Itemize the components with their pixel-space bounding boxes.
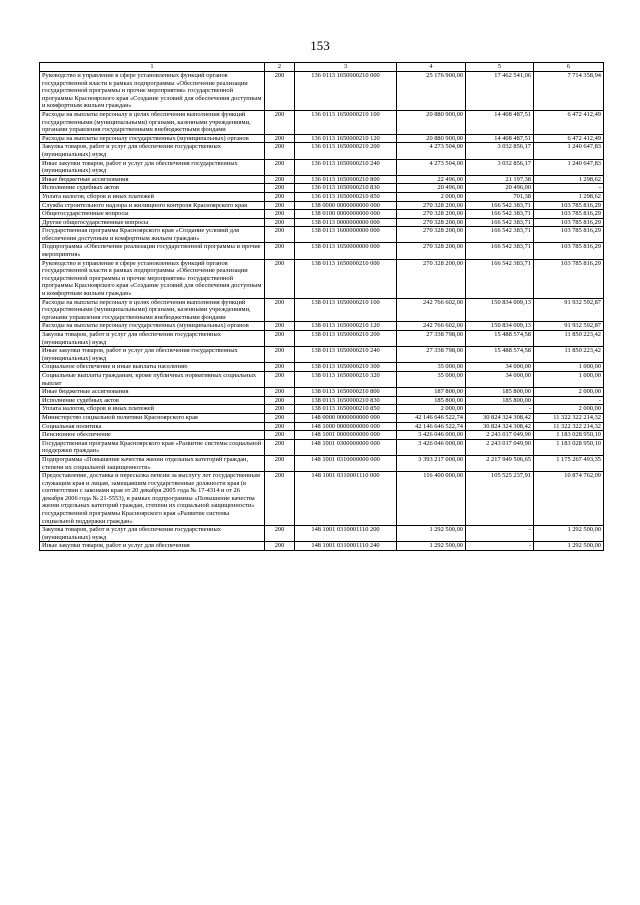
row-executed-amount: 166 542 383,71 [466, 227, 534, 243]
table-row [40, 201, 604, 210]
row-line-code: 200 [265, 210, 295, 219]
table-row [40, 472, 604, 526]
row-approved-amount: 187 800,00 [397, 388, 466, 397]
row-budget-code: 138 0000 0000000000 000 [295, 201, 397, 210]
row-unexecuted-amount: 91 932 592,87 [534, 298, 604, 322]
row-line-code: 200 [265, 472, 295, 526]
row-budget-code: 136 0113 1650000210 000 [295, 72, 397, 111]
row-approved-amount: 2 000,00 [397, 192, 466, 201]
row-budget-code: 136 0113 1650000210 830 [295, 184, 397, 193]
row-approved-amount: 270 328 200,00 [397, 227, 466, 243]
row-budget-code: 148 1001 0310001110 240 [295, 542, 397, 551]
table-row [40, 184, 604, 193]
row-executed-amount: 15 488 574,58 [466, 331, 534, 347]
row-approved-amount: 270 328 200,00 [397, 218, 466, 227]
table-row [40, 298, 604, 322]
row-executed-amount: 34 000,00 [466, 371, 534, 387]
row-unexecuted-amount: 1 240 647,83 [534, 143, 604, 159]
row-approved-amount: 1 292 500,00 [397, 526, 466, 542]
row-unexecuted-amount: 6 472 412,49 [534, 134, 604, 143]
table-row [40, 210, 604, 219]
row-line-code: 200 [265, 201, 295, 210]
row-budget-code: 138 0113 0000000000 000 [295, 218, 397, 227]
row-name: Общегосударственные вопросы [40, 210, 265, 219]
row-executed-amount: - [466, 542, 534, 551]
row-name: Расходы на выплаты персоналу в целях обеспечения выполнения функций государственными (муниципальными) органами, казенными учреждениями, органами управления государственными внебюджетными фондами [40, 298, 265, 322]
row-unexecuted-amount: 1 000,00 [534, 363, 604, 372]
row-line-code: 200 [265, 413, 295, 422]
table-row [40, 322, 604, 331]
row-line-code: 200 [265, 371, 295, 387]
row-executed-amount: 150 834 009,13 [466, 298, 534, 322]
row-name: Социальные выплаты гражданам, кроме публичных нормативных социальных выплат [40, 371, 265, 387]
row-budget-code: 136 0113 1650000210 120 [295, 134, 397, 143]
row-executed-amount: 34 000,00 [466, 363, 534, 372]
row-unexecuted-amount: 91 932 592,87 [534, 322, 604, 331]
row-unexecuted-amount: - [534, 184, 604, 193]
row-unexecuted-amount: 11 850 223,42 [534, 347, 604, 363]
row-unexecuted-amount: 103 785 816,29 [534, 259, 604, 298]
row-executed-amount: 166 542 383,71 [466, 259, 534, 298]
row-unexecuted-amount: 11 850 223,42 [534, 331, 604, 347]
row-approved-amount: 270 328 200,00 [397, 243, 466, 259]
row-name: Расходы на выплаты персоналу государственных (муниципальных) органов [40, 322, 265, 331]
row-line-code: 200 [265, 322, 295, 331]
row-unexecuted-amount: 103 785 816,29 [534, 218, 604, 227]
row-unexecuted-amount: 2 000,00 [534, 388, 604, 397]
row-budget-code: 148 1001 0000000000 000 [295, 431, 397, 440]
row-approved-amount: 3 393 217 000,00 [397, 455, 466, 471]
row-name: Расходы на выплаты персоналу государственных (муниципальных) органов [40, 134, 265, 143]
row-line-code: 200 [265, 331, 295, 347]
table-row [40, 422, 604, 431]
row-name: Иные бюджетные ассигнования [40, 388, 265, 397]
row-executed-amount: 166 542 383,71 [466, 201, 534, 210]
row-approved-amount: 20 496,00 [397, 184, 466, 193]
row-approved-amount: 270 328 200,00 [397, 259, 466, 298]
table-row [40, 159, 604, 175]
row-line-code: 200 [265, 110, 295, 134]
header-col-6: 6 [534, 63, 604, 72]
row-unexecuted-amount: 103 785 816,29 [534, 243, 604, 259]
row-budget-code: 136 0113 1650000210 200 [295, 143, 397, 159]
row-budget-code: 138 0113 1650000210 240 [295, 347, 397, 363]
table-row [40, 439, 604, 455]
row-budget-code: 148 1001 0310001110 000 [295, 472, 397, 526]
table-row [40, 388, 604, 397]
row-unexecuted-amount: 2 000,00 [534, 405, 604, 414]
row-approved-amount: 35 000,00 [397, 371, 466, 387]
row-line-code: 200 [265, 218, 295, 227]
header-col-2: 2 [265, 63, 295, 72]
row-approved-amount: 42 146 646 522,74 [397, 413, 466, 422]
row-executed-amount: 14 408 487,51 [466, 110, 534, 134]
row-unexecuted-amount: 1 183 028 950,10 [534, 431, 604, 440]
row-name: Закупка товаров, работ и услуг для обеспечения государственных (муниципальных) нужд [40, 526, 265, 542]
row-unexecuted-amount: - [534, 396, 604, 405]
row-approved-amount: 35 000,00 [397, 363, 466, 372]
row-name: Подпрограмма «Повышение качества жизни отдельных категорий граждан, степени их социальной защищенности» [40, 455, 265, 471]
row-executed-amount: 3 032 856,17 [466, 159, 534, 175]
row-executed-amount: 21 197,38 [466, 175, 534, 184]
row-executed-amount: 17 462 541,06 [466, 72, 534, 111]
row-executed-amount: 166 542 383,71 [466, 243, 534, 259]
row-line-code: 200 [265, 175, 295, 184]
row-line-code: 200 [265, 422, 295, 431]
table-row [40, 413, 604, 422]
row-name: Закупка товаров, работ и услуг для обеспечения государственных (муниципальных) нужд [40, 331, 265, 347]
row-name: Закупка товаров, работ и услуг для обеспечения государственных (муниципальных) нужд [40, 143, 265, 159]
budget-table [39, 62, 604, 551]
row-unexecuted-amount: 1 298,62 [534, 175, 604, 184]
row-line-code: 200 [265, 526, 295, 542]
row-budget-code: 138 0113 1600000000 000 [295, 227, 397, 243]
row-line-code: 200 [265, 134, 295, 143]
row-executed-amount: 166 542 383,71 [466, 210, 534, 219]
row-executed-amount: 701,38 [466, 192, 534, 201]
table-row [40, 347, 604, 363]
row-unexecuted-amount: 103 785 816,29 [534, 227, 604, 243]
row-line-code: 200 [265, 439, 295, 455]
table-row [40, 134, 604, 143]
header-col-5: 5 [466, 63, 534, 72]
row-executed-amount: 185 800,00 [466, 388, 534, 397]
row-approved-amount: 20 880 900,00 [397, 110, 466, 134]
row-executed-amount: - [466, 405, 534, 414]
table-header [40, 63, 604, 72]
row-executed-amount: 185 800,00 [466, 396, 534, 405]
table-row [40, 363, 604, 372]
row-executed-amount: 2 243 017 049,90 [466, 431, 534, 440]
row-budget-code: 138 0113 1650000210 100 [295, 298, 397, 322]
table-row [40, 542, 604, 551]
row-approved-amount: 3 426 046 000,00 [397, 439, 466, 455]
row-budget-code: 138 0113 1650000210 850 [295, 405, 397, 414]
row-budget-code: 138 0113 1650000210 000 [295, 259, 397, 298]
row-executed-amount: 105 525 237,91 [466, 472, 534, 526]
table-row [40, 143, 604, 159]
row-executed-amount: 30 824 324 308,42 [466, 422, 534, 431]
row-executed-amount: 2 217 949 506,65 [466, 455, 534, 471]
row-line-code: 200 [265, 227, 295, 243]
row-unexecuted-amount: 1 292 500,00 [534, 526, 604, 542]
row-approved-amount: 42 146 646 522,74 [397, 422, 466, 431]
row-budget-code: 136 0113 1650000210 850 [295, 192, 397, 201]
row-unexecuted-amount: 103 785 816,29 [534, 210, 604, 219]
row-name: Иные бюджетные ассигнования [40, 175, 265, 184]
row-approved-amount: 22 496,00 [397, 175, 466, 184]
row-unexecuted-amount: 1 183 028 950,10 [534, 439, 604, 455]
row-unexecuted-amount: 1 298,62 [534, 192, 604, 201]
row-unexecuted-amount: 6 472 412,49 [534, 110, 604, 134]
row-approved-amount: 27 338 798,00 [397, 347, 466, 363]
row-executed-amount: - [466, 526, 534, 542]
row-executed-amount: 2 243 017 049,90 [466, 439, 534, 455]
row-line-code: 200 [265, 455, 295, 471]
row-unexecuted-amount: 1 240 647,83 [534, 159, 604, 175]
row-budget-code: 136 0113 1650000210 240 [295, 159, 397, 175]
table-row [40, 72, 604, 111]
row-approved-amount: 185 800,00 [397, 396, 466, 405]
row-name: Расходы на выплаты персоналу в целях обеспечения выполнения функций государственными (муниципальными) органами, казенными учреждениями, органами управления государственными внебюджетными фондами [40, 110, 265, 134]
table-row [40, 110, 604, 134]
row-budget-code: 148 1000 0000000000 000 [295, 422, 397, 431]
row-name: Иные закупки товаров, работ и услуг для обеспечения государственных (муниципальных) нужд [40, 347, 265, 363]
row-budget-code: 138 0113 1650000000 000 [295, 243, 397, 259]
table-row [40, 259, 604, 298]
row-name: Уплата налогов, сборов и иных платежей [40, 192, 265, 201]
row-line-code: 200 [265, 542, 295, 551]
table-row [40, 455, 604, 471]
row-name: Руководство и управление в сфере установленных функций органов государственной власти в рамках подпрограммы «Обеспечение реализации государственной программы и прочие мероприятия» государственной программы Красноярского края «Создание условий для обеспечения доступным и комфортным жильем граждан» [40, 72, 265, 111]
row-line-code: 200 [265, 159, 295, 175]
row-budget-code: 138 0113 1650000210 830 [295, 396, 397, 405]
header-col-3: 3 [295, 63, 397, 72]
row-unexecuted-amount: 103 785 816,29 [534, 201, 604, 210]
row-executed-amount: 14 408 487,51 [466, 134, 534, 143]
row-approved-amount: 270 328 200,00 [397, 201, 466, 210]
row-executed-amount: 3 032 856,17 [466, 143, 534, 159]
header-col-1: 1 [40, 63, 265, 72]
row-approved-amount: 27 338 798,00 [397, 331, 466, 347]
row-budget-code: 148 1001 0310000000 000 [295, 455, 397, 471]
table-body [40, 72, 604, 551]
row-budget-code: 138 0113 1650000210 120 [295, 322, 397, 331]
row-approved-amount: 270 328 200,00 [397, 210, 466, 219]
row-line-code: 200 [265, 347, 295, 363]
row-budget-code: 138 0100 0000000000 000 [295, 210, 397, 219]
table-row [40, 331, 604, 347]
row-name: Руководство и управление в сфере установленных функций органов государственной власти в рамках подпрограммы «Обеспечение реализации государственной программы и прочие мероприятия» государственной программы Красноярского края «Создание условий для обеспечения доступным и комфортным жильем граждан» [40, 259, 265, 298]
row-name: Государственная программа Красноярского края «Развитие системы социальной поддержки граждан» [40, 439, 265, 455]
row-budget-code: 138 0113 1650000210 320 [295, 371, 397, 387]
row-approved-amount: 242 766 602,00 [397, 298, 466, 322]
row-unexecuted-amount: 11 322 322 214,32 [534, 413, 604, 422]
row-executed-amount: 150 834 009,13 [466, 322, 534, 331]
header-row [40, 63, 604, 72]
row-line-code: 200 [265, 184, 295, 193]
table-row [40, 227, 604, 243]
row-approved-amount: 2 000,00 [397, 405, 466, 414]
header-col-4: 4 [397, 63, 466, 72]
row-name: Социальное обеспечение и иные выплаты населению [40, 363, 265, 372]
row-name: Министерство социальной политики Красноярского края [40, 413, 265, 422]
row-budget-code: 148 1001 0310001110 200 [295, 526, 397, 542]
table-row [40, 431, 604, 440]
row-name: Другие общегосударственные вопросы [40, 218, 265, 227]
row-executed-amount: 15 488 574,58 [466, 347, 534, 363]
table-row [40, 526, 604, 542]
table-row [40, 405, 604, 414]
row-unexecuted-amount: 7 714 358,94 [534, 72, 604, 111]
row-unexecuted-amount: 1 175 267 493,35 [534, 455, 604, 471]
table-row [40, 175, 604, 184]
row-budget-code: 148 0000 0000000000 000 [295, 413, 397, 422]
row-approved-amount: 242 766 602,00 [397, 322, 466, 331]
row-approved-amount: 1 292 500,00 [397, 542, 466, 551]
row-unexecuted-amount: 1 000,00 [534, 371, 604, 387]
table-row [40, 192, 604, 201]
row-budget-code: 148 1001 0300000000 000 [295, 439, 397, 455]
row-name: Иные закупки товаров, работ и услуг для обеспечения государственных (муниципальных) нужд [40, 159, 265, 175]
table-row [40, 371, 604, 387]
row-name: Служба строительного надзора и жилищного контроля Красноярского края [40, 201, 265, 210]
row-line-code: 200 [265, 192, 295, 201]
page-number: 153 [310, 38, 330, 53]
row-name: Пенсионное обеспечение [40, 431, 265, 440]
row-line-code: 200 [265, 396, 295, 405]
row-executed-amount: 166 542 383,71 [466, 218, 534, 227]
row-budget-code: 136 0113 1650000210 100 [295, 110, 397, 134]
row-line-code: 200 [265, 143, 295, 159]
row-name: Иные закупки товаров, работ и услуг для обеспечения [40, 542, 265, 551]
row-name: Государственная программа Красноярского края «Создание условий для обеспечения доступным и комфортным жильем граждан» [40, 227, 265, 243]
row-name: Социальная политика [40, 422, 265, 431]
row-unexecuted-amount: 11 322 322 214,32 [534, 422, 604, 431]
row-approved-amount: 3 426 046 000,00 [397, 431, 466, 440]
row-budget-code: 138 0113 1650000210 200 [295, 331, 397, 347]
row-approved-amount: 4 273 504,00 [397, 159, 466, 175]
row-line-code: 200 [265, 259, 295, 298]
row-name: Предоставление, доставка и пересылка пенсии за выслугу лет государственным служащим края и лицам, замещавшим государственные должности края (в соответствии с законами края от 20 декабря 2005 года № 17-4314 и от 26 декабря 2006 года № 21-5553), в рамках подпрограммы «Повышение качества жизни отдельных категорий граждан, степени их социальной защищенности» государственной программы Красноярского края «Развитие системы социальной поддержки граждан» [40, 472, 265, 526]
row-line-code: 200 [265, 298, 295, 322]
row-line-code: 200 [265, 72, 295, 111]
row-line-code: 200 [265, 431, 295, 440]
row-approved-amount: 25 176 900,00 [397, 72, 466, 111]
row-name: Исполнение судебных актов [40, 184, 265, 193]
row-name: Уплата налогов, сборов и иных платежей [40, 405, 265, 414]
row-approved-amount: 116 400 000,00 [397, 472, 466, 526]
row-executed-amount: 20 496,00 [466, 184, 534, 193]
row-name: Подпрограмма «Обеспечение реализации государственной программы и прочие мероприятия» [40, 243, 265, 259]
table-row [40, 396, 604, 405]
row-line-code: 200 [265, 363, 295, 372]
row-approved-amount: 20 880 900,00 [397, 134, 466, 143]
row-line-code: 200 [265, 405, 295, 414]
row-unexecuted-amount: 10 874 762,09 [534, 472, 604, 526]
table-row [40, 243, 604, 259]
row-approved-amount: 4 273 504,00 [397, 143, 466, 159]
table-row [40, 218, 604, 227]
row-line-code: 200 [265, 243, 295, 259]
row-budget-code: 136 0113 1650000210 800 [295, 175, 397, 184]
row-executed-amount: 30 824 324 308,42 [466, 413, 534, 422]
row-name: Исполнение судебных актов [40, 396, 265, 405]
row-budget-code: 138 0113 1650000210 300 [295, 363, 397, 372]
row-budget-code: 138 0113 1650000210 800 [295, 388, 397, 397]
row-unexecuted-amount: 1 292 500,00 [534, 542, 604, 551]
row-line-code: 200 [265, 388, 295, 397]
